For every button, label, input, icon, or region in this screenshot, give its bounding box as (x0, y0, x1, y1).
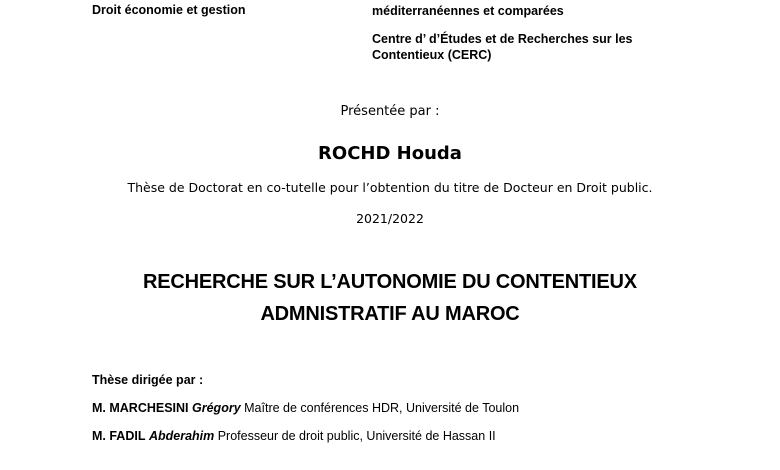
thesis-title (0, 266, 780, 330)
header-right-line: méditerranéennes et comparées (372, 4, 564, 18)
thesis-title-line-2: ADMNISTRATIF AU MAROC (260, 303, 520, 325)
presented-by-label: Présentée par : (340, 104, 440, 119)
supervisor-role: Maître de conférences HDR, Université de Toulon (240, 401, 520, 415)
thesis-title-line-1: RECHERCHE SUR L’AUTONOMIE DU CONTENTIEUX (143, 271, 637, 293)
degree-description: Thèse de Doctorat en co-tutelle pour l’obtention du titre de Docteur en Droit public. (127, 180, 653, 195)
supervisor-firstname: Grégory (192, 401, 241, 415)
supervisor-firstname: Abderahim (148, 429, 215, 443)
header-right-block (372, 3, 702, 63)
author-name: ROCHD Houda (318, 143, 462, 164)
supervisor-name: M. MARCHESINI (92, 401, 189, 415)
research-center-name: Centre d’ d’Études et de Recherches sur les Contentieux (CERC) (372, 32, 633, 62)
supervisor-entry (92, 401, 519, 415)
supervision-label: Thèse dirigée par : (92, 373, 204, 387)
supervisor-name: M. FADIL (92, 429, 146, 443)
academic-year: 2021/2022 (356, 211, 424, 226)
header-left-text: Droit économie et gestion (92, 3, 246, 17)
supervisor-role: Professeur de droit public, Université de Hassan II (214, 429, 496, 443)
supervisor-entry (92, 429, 496, 443)
